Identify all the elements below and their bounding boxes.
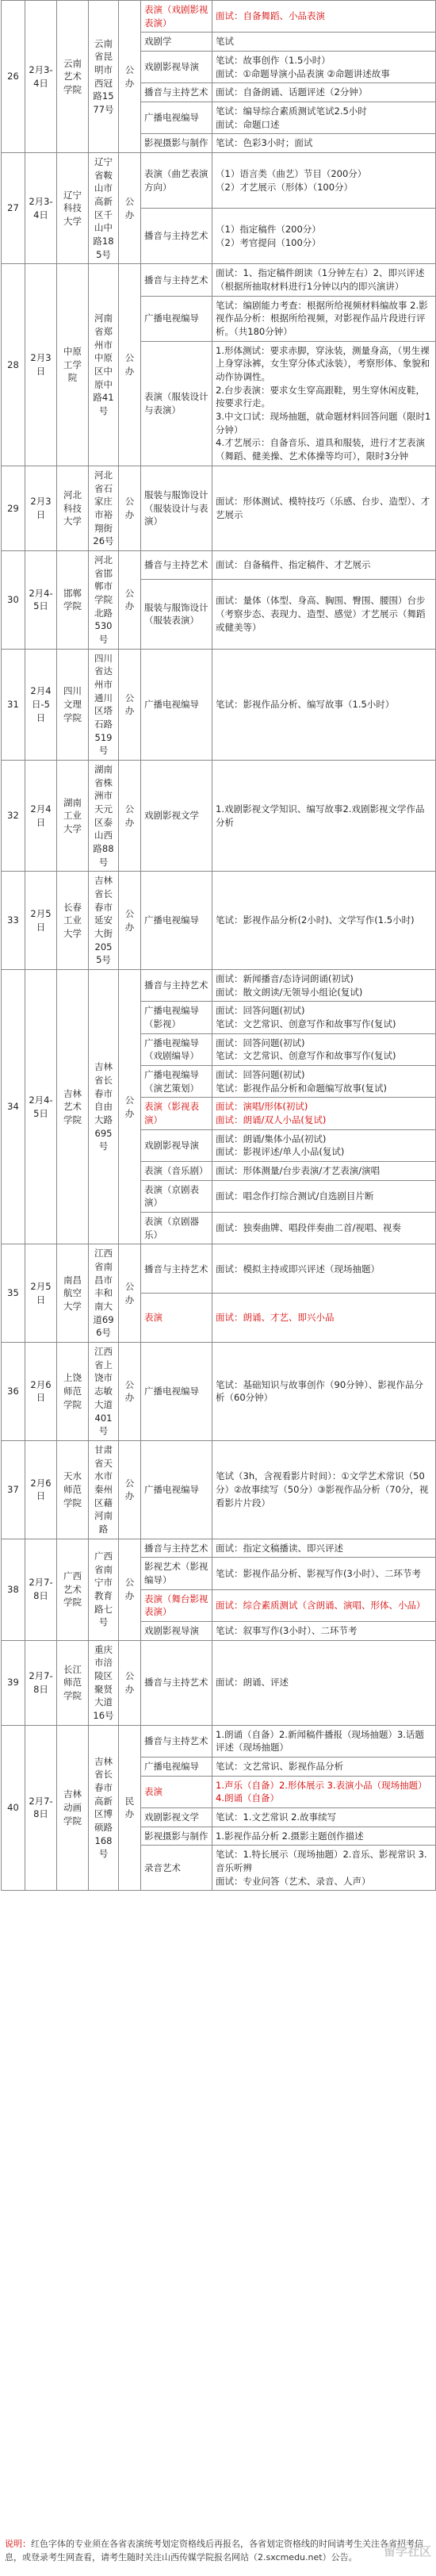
exam-requirements	[212, 209, 436, 264]
requirement-line: 面试：回答问题(初试)	[216, 1005, 305, 1017]
major-name: 表演（京剧器乐）	[141, 1213, 212, 1244]
school-address: 河南省郑州市中原区中原中路41号	[89, 264, 119, 466]
requirement-line: 面试：散文朗读/无领导小组论(复试)	[216, 986, 363, 998]
school-number: 35	[2, 1244, 25, 1343]
major-name: 戏剧影视导演	[141, 1621, 212, 1640]
school-number: 27	[2, 153, 25, 264]
school-name: 邯郸学院	[57, 550, 89, 649]
exam-requirements	[212, 1213, 436, 1244]
requirement-line: 面试：专业问答（艺术、录音、人声）	[216, 1875, 371, 1887]
exam-requirements	[212, 1589, 436, 1621]
school-name: 辽宁科技大学	[57, 153, 89, 264]
school-type: 公办	[119, 872, 141, 970]
school-number: 32	[2, 760, 25, 871]
requirement-line: 面试：唱念作打综合测试/自选剧目片断	[216, 1190, 374, 1202]
major-name: 戏剧影视导演	[141, 1129, 212, 1161]
major-name: 广播电视编导	[141, 1440, 212, 1539]
requirement-line: 笔试：影视作品分析和命题编写故事(复试)	[216, 1082, 387, 1094]
major-name: 播音与主持艺术	[141, 1640, 212, 1725]
school-address: 广西省南宁市教育路七号	[89, 1539, 119, 1640]
exam-date: 2月5日	[25, 1244, 57, 1343]
major-name: 影视摄影与制作	[141, 134, 212, 153]
school-name: 吉林艺术学院	[57, 970, 89, 1244]
exam-date: 2月3日	[25, 466, 57, 550]
school-type: 公办	[119, 1, 141, 153]
school-type: 公办	[119, 1539, 141, 1640]
exam-requirements	[212, 1066, 436, 1098]
school-address: 江西省上饶市志敏大道401号	[89, 1343, 119, 1441]
exam-requirements	[212, 134, 436, 153]
requirement-line: 面试：影视评述/单人小品(复试)	[216, 1146, 345, 1158]
exam-requirements	[212, 1621, 436, 1640]
school-type: 公办	[119, 153, 141, 264]
requirement-line: 笔试：基础知识与故事创作（90分钟）、影视作品分析（60分钟）	[216, 1378, 423, 1404]
exam-requirements	[212, 1757, 436, 1776]
major-name: 播音与主持艺术	[141, 264, 212, 296]
requirement-line: 笔试：1.特长展示（现场抽题）2.音乐、影视常识 3.音乐听辨	[216, 1849, 427, 1873]
requirement-line: 面试：回答问题(初试)	[216, 1037, 305, 1048]
school-address: 河北省石家庄市裕翔街26号	[89, 466, 119, 550]
requirement-line: 面试：量体（体型、身高、胸围、臀围、腰围）台步（考察步态、表现力、造型、感觉）才艺展示（舞蹈或健美等）	[216, 595, 426, 633]
requirement-line: 面试：朗诵/双人小品(复试)	[216, 1114, 327, 1126]
requirement-line: 面试：独奏曲牌、唱段伴奏曲二首/视唱、视奏	[216, 1222, 401, 1234]
requirement-line: 面试：综合素质测试（含朗诵、演唱、形体、小品）	[216, 1599, 426, 1611]
exam-requirements	[212, 1294, 436, 1343]
requirement-line: 面试：新闻播音/态诗词朗诵(初试)	[216, 973, 354, 985]
table-row	[2, 466, 436, 550]
major-name: 服装与服饰设计（服装设计与表演）	[141, 466, 212, 550]
school-name: 长江师范学院	[57, 1640, 89, 1725]
table-row	[2, 1343, 436, 1441]
school-address: 重庆市涪陵区聚贤大道16号	[89, 1640, 119, 1725]
footer-note-text: 红色字体的专业须在各省表演统考划定资格线后再报名，各省划定资格线的时间请考生关注各省招考信息，或登录考生网查看，请考生随时关注山西传媒学院报名网站（2.sxcmedu.net）公告。	[5, 2539, 423, 2563]
exam-requirements	[212, 264, 436, 296]
school-type: 公办	[119, 1440, 141, 1539]
school-type: 公办	[119, 466, 141, 550]
major-name: 播音与主持艺术	[141, 970, 212, 1002]
school-type: 公办	[119, 1244, 141, 1343]
requirement-line: 面试：模拟主持或即兴评述（现场抽题）	[216, 1263, 380, 1275]
major-name: 表演	[141, 1776, 212, 1807]
table-row	[2, 649, 436, 760]
watermark: 留学社区	[383, 2544, 431, 2559]
exam-requirements	[212, 1440, 436, 1539]
major-name: 广播电视编导（戏剧编导）	[141, 1033, 212, 1065]
major-name: 戏剧影视导演	[141, 52, 212, 83]
school-address: 河北省邯郸市学院北路530号	[89, 550, 119, 649]
table-row	[2, 760, 436, 871]
requirement-line: 面试：1、指定稿件朗读（1分钟左右）2、即兴评述（根据所抽取材料进行1分钟以内的即兴演讲）	[216, 267, 425, 293]
table-row	[2, 970, 436, 1002]
major-name: 广播电视编导	[141, 1757, 212, 1776]
exam-date: 2月7-8日	[25, 1640, 57, 1725]
requirement-line: 笔试：编导综合素质测试笔试2.5小时	[216, 105, 367, 117]
school-type: 公办	[119, 760, 141, 871]
major-name: 播音与主持艺术	[141, 83, 212, 102]
requirement-line: 笔试：文艺常识、影视作品分析	[216, 1760, 343, 1772]
exam-date: 2月7-8日	[25, 1539, 57, 1640]
school-address: 江西省南昌市丰和南大道696号	[89, 1244, 119, 1343]
school-name: 四川文理学院	[57, 649, 89, 760]
requirement-line: 笔试：编剧能力考查：根据所给视频材料编故事 2.影视作品分析：根据所给视频，对影视作品片段进行评析。（共180分钟）	[216, 299, 428, 338]
school-number: 36	[2, 1343, 25, 1441]
exam-requirements	[212, 1640, 436, 1725]
school-name: 云南艺术学院	[57, 1, 89, 153]
requirement-line: 笔试	[216, 36, 234, 48]
exam-requirements	[212, 341, 436, 466]
requirement-line: 面试：形体测量/台步表演/才艺表演/演唱	[216, 1165, 381, 1177]
major-name: 表演	[141, 1294, 212, 1343]
major-name: 表演（服装设计与表演）	[141, 341, 212, 466]
exam-requirements	[212, 102, 436, 134]
major-name: 影视摄影与制作	[141, 1827, 212, 1846]
major-name: 戏剧学	[141, 33, 212, 52]
school-address: 吉林省长春市延安大街2055号	[89, 872, 119, 970]
school-type: 公办	[119, 1640, 141, 1725]
school-number: 28	[2, 264, 25, 466]
exam-requirements	[212, 1539, 436, 1558]
exam-date: 2月5日	[25, 872, 57, 970]
school-name: 广西艺术学院	[57, 1539, 89, 1640]
school-type: 民办	[119, 1725, 141, 1891]
exam-requirements	[212, 1343, 436, 1441]
school-number: 37	[2, 1440, 25, 1539]
major-name: 影视艺术（影视编导）	[141, 1558, 212, 1589]
major-name: 表演（影视表演）	[141, 1098, 212, 1129]
requirement-line: 面试：指定文稿播读、即兴评述	[216, 1542, 343, 1554]
exam-date: 2月3-4日	[25, 153, 57, 264]
requirement-line: 面试：自备朗诵、话题评述（2分钟）	[216, 86, 368, 98]
exam-requirements	[212, 760, 436, 871]
requirement-line: 笔试：故事创作（1.5小时）	[216, 55, 331, 67]
school-address: 甘肃省天水市秦州区藉河南路	[89, 1440, 119, 1539]
exam-requirements	[212, 872, 436, 970]
table-row	[2, 1244, 436, 1294]
exam-requirements	[212, 550, 436, 579]
requirement-line: 笔试：色彩3小时；面试	[216, 137, 313, 149]
requirement-line: （2）考官提问（100分）	[216, 236, 321, 248]
exam-requirements	[212, 296, 436, 341]
requirement-line: 笔试：文艺常识、创意写作和故事写作(复试)	[216, 1018, 396, 1030]
requirement-line: 1.形体测试：要求赤脚，穿泳装，测量身高，（男生裸上身穿泳裤，女生穿分体式泳装），考察形体、象貌和动作协调性。	[216, 344, 430, 383]
school-name: 上饶师范学院	[57, 1343, 89, 1441]
schedule-table	[1, 0, 436, 1891]
school-name: 中原工学院	[57, 264, 89, 466]
requirement-line: 面试：朗诵、才艺、即兴小品	[216, 1312, 335, 1324]
major-name: 播音与主持艺术	[141, 1539, 212, 1558]
requirement-line: 面试：命题口述	[216, 118, 280, 130]
requirement-line: 面试：朗诵/集体小品(初试)	[216, 1133, 327, 1144]
school-name: 长春工业大学	[57, 872, 89, 970]
requirement-line: 4.才艺展示：自备音乐、道具和服装，进行才艺表演（舞蹈、健美操、艺术体操等均可），限时3分钟	[216, 437, 425, 462]
major-name: 录音艺术	[141, 1846, 212, 1891]
requirement-line: （1）语言类（曲艺）节目（200分）	[216, 167, 367, 179]
table-row	[2, 1725, 436, 1757]
major-name: 广播电视编导（影视）	[141, 1002, 212, 1033]
school-type: 公办	[119, 550, 141, 649]
requirement-line: 2.台步表演：要求女生穿高跟鞋，男生穿休闲皮鞋，按要求行走。	[216, 384, 425, 409]
requirement-line: 面试：自备稿件、指定稿件、才艺展示	[216, 559, 371, 571]
requirement-line: 面试：演唱/形体(初试)	[216, 1101, 308, 1113]
school-name: 吉林动画学院	[57, 1725, 89, 1891]
table-row	[2, 264, 436, 296]
school-address: 四川省达州市通川区塔石路519号	[89, 649, 119, 760]
school-number: 29	[2, 466, 25, 550]
requirement-line: 笔试：叙事写作(3小时）、二环节考	[216, 1624, 358, 1636]
requirement-line: 面试：形体测试、模特技巧（乐感、台步、造型）、才艺展示	[216, 496, 430, 520]
exam-requirements	[212, 1776, 436, 1807]
exam-requirements	[212, 1162, 436, 1181]
major-name: 广播电视编导	[141, 1343, 212, 1441]
exam-date: 2月3日	[25, 264, 57, 466]
requirement-line: 1.戏剧影视文学知识、编写故事2.戏剧影视文学作品分析	[216, 803, 425, 828]
exam-requirements	[212, 1, 436, 33]
requirement-line: （1）指定稿件（200分）	[216, 224, 321, 236]
school-type: 公办	[119, 970, 141, 1244]
requirement-line: 3.中文口试：现场抽题，就命题材料回答问题（限时1分钟）	[216, 411, 431, 435]
requirement-line: 面试：自备舞蹈、小品表演	[216, 10, 325, 22]
requirement-line: 面试：朗诵、评述	[216, 1677, 289, 1689]
schedule-rows	[2, 1, 436, 1891]
footer-note	[0, 2535, 436, 2567]
exam-date: 2月4日	[25, 760, 57, 871]
requirement-line: 笔试：影视作品分析(2小时)、文学写作(1.5小时)	[216, 914, 415, 926]
major-name: 表演（戏剧影视表演）	[141, 1, 212, 33]
school-address: 吉林省长春市自由大路695号	[89, 970, 119, 1244]
school-number: 30	[2, 550, 25, 649]
exam-requirements	[212, 1725, 436, 1757]
requirement-line: 1.声乐（自备）2.形体展示 3.表演小品（现场抽题）4.朗诵（自备）	[216, 1779, 427, 1804]
exam-requirements	[212, 649, 436, 760]
major-name: 表演（京剧表演）	[141, 1180, 212, 1212]
requirement-line: （2）才艺展示（形体）（100分）	[216, 181, 354, 193]
exam-requirements	[212, 52, 436, 83]
table-row	[2, 1640, 436, 1725]
requirement-line: 笔试：1.文艺常识 2.故事续写	[216, 1811, 337, 1823]
school-type: 公办	[119, 649, 141, 760]
exam-requirements	[212, 1827, 436, 1846]
exam-requirements	[212, 83, 436, 102]
exam-date: 2月4-5日	[25, 970, 57, 1244]
school-name: 天水师范学院	[57, 1440, 89, 1539]
school-type: 公办	[119, 1343, 141, 1441]
major-name: 广播电视编导	[141, 102, 212, 134]
exam-requirements	[212, 1558, 436, 1589]
exam-requirements	[212, 1807, 436, 1827]
school-number: 26	[2, 1, 25, 153]
requirement-line: 面试：①命题导演小品表演 ②命题讲述故事	[216, 67, 390, 79]
school-number: 31	[2, 649, 25, 760]
major-name: 广播电视编导	[141, 296, 212, 341]
exam-requirements	[212, 153, 436, 209]
requirement-line: 1.朗诵（自备）2.新闻稿件播报（现场抽题）3.话题评述（现场抽题）	[216, 1728, 424, 1754]
school-number: 33	[2, 872, 25, 970]
exam-requirements	[212, 466, 436, 550]
exam-requirements	[212, 580, 436, 649]
exam-date: 2月7-8日	[25, 1725, 57, 1891]
table-row	[2, 1, 436, 33]
requirement-line: 笔试：影视作品分析、影视写作(3小时）、二环节考	[216, 1567, 422, 1579]
requirement-line: 笔试：影视作品分析、编写故事（1.5小时）	[216, 698, 395, 710]
exam-requirements	[212, 1129, 436, 1161]
major-name: 广播电视编导（演艺策划）	[141, 1066, 212, 1098]
school-address: 湖南省株洲市天元区泰山西路88号	[89, 760, 119, 871]
school-number: 34	[2, 970, 25, 1244]
exam-date: 2月6日	[25, 1440, 57, 1539]
school-name: 南昌航空大学	[57, 1244, 89, 1343]
requirement-line: 面试：回答问题(初试)	[216, 1069, 305, 1081]
exam-requirements	[212, 33, 436, 52]
table-row	[2, 550, 436, 579]
requirement-line: 1.影视作品分析 2.摄影主题创作描述	[216, 1830, 364, 1842]
major-name: 服装与服饰设计（服装表演）	[141, 580, 212, 649]
school-number: 38	[2, 1539, 25, 1640]
school-name: 河北科技大学	[57, 466, 89, 550]
table-row	[2, 153, 436, 209]
major-name: 戏剧影视文学	[141, 1807, 212, 1827]
exam-requirements	[212, 1098, 436, 1129]
exam-requirements	[212, 970, 436, 1002]
major-name: 戏剧影视文学	[141, 760, 212, 871]
major-name: 表演（音乐剧）	[141, 1162, 212, 1181]
table-row	[2, 872, 436, 970]
exam-requirements	[212, 1033, 436, 1065]
table-row	[2, 1440, 436, 1539]
major-name: 播音与主持艺术	[141, 550, 212, 579]
major-name: 广播电视编导	[141, 872, 212, 970]
table-row	[2, 1539, 436, 1558]
major-name: 播音与主持艺术	[141, 209, 212, 264]
major-name: 广播电视编导	[141, 649, 212, 760]
exam-date: 2月6日	[25, 1343, 57, 1441]
school-address: 辽宁省鞍山市高新区千山中路185号	[89, 153, 119, 264]
major-name: 表演（曲艺表演方向）	[141, 153, 212, 209]
requirement-line: 笔试：文艺常识、创意写作和故事写作(复试)	[216, 1050, 396, 1062]
exam-requirements	[212, 1846, 436, 1891]
major-name: 播音与主持艺术	[141, 1244, 212, 1294]
exam-date: 2月4日-5日	[25, 649, 57, 760]
exam-requirements	[212, 1002, 436, 1033]
requirement-line: 笔试（3h，含视看影片时间）：①文学艺术常识（50分）②故事续写（50分）③影视作品分析（70分，视看影片片段）	[216, 1470, 429, 1508]
major-name: 播音与主持艺术	[141, 1725, 212, 1757]
school-name: 湖南工业大学	[57, 760, 89, 871]
exam-requirements	[212, 1244, 436, 1294]
exam-date: 2月3-4日	[25, 1, 57, 153]
school-address: 吉林省长春市高新区博硕路168号	[89, 1725, 119, 1891]
exam-date: 2月4-5日	[25, 550, 57, 649]
school-address: 云南省昆明市西冠路1577号	[89, 1, 119, 153]
footer-note-label: 说明：	[5, 2539, 31, 2549]
school-type: 公办	[119, 264, 141, 466]
exam-requirements	[212, 1180, 436, 1212]
school-number: 40	[2, 1725, 25, 1891]
school-number: 39	[2, 1640, 25, 1725]
major-name: 表演（舞台影视表演）	[141, 1589, 212, 1621]
